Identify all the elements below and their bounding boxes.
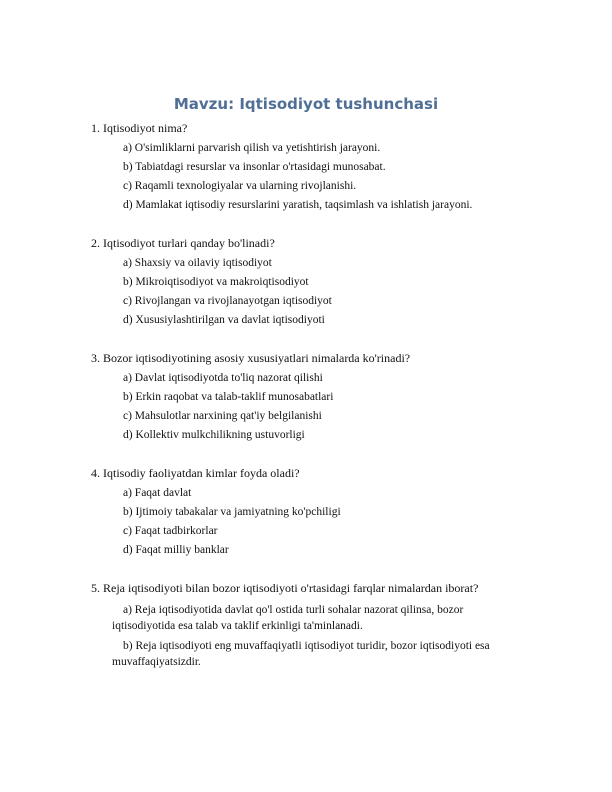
answer-option: d) Xususiylashtirilgan va davlat iqtisodiyoti xyxy=(123,314,325,326)
answer-option: a) Faqat davlat xyxy=(123,487,192,499)
answer-option: d) Kollektiv mulkchilikning ustuvorligi xyxy=(123,429,305,441)
question-5 xyxy=(91,581,531,670)
answer-list xyxy=(91,257,531,327)
question-1 xyxy=(91,121,531,212)
answer-option: c) Raqamli texnologiyalar va ularning rivojlanishi. xyxy=(123,180,357,192)
answer-option: a) Reja iqtisodiyotida davlat qo'l ostida turli sohalar nazorat qilinsa, bozor iqtisodiyotida esa talab va taklif erkinligi ta'minlanadi. xyxy=(112,604,464,632)
answer-list xyxy=(91,487,531,557)
question-3 xyxy=(91,351,531,442)
answer-option: a) O'simliklarni parvarish qilish va yetishtirish jarayoni. xyxy=(123,142,381,154)
answer-option: a) Davlat iqtisodiyotda to'liq nazorat qilishi xyxy=(123,372,323,384)
answer-option: c) Mahsulotlar narxining qat'iy belgilanishi xyxy=(123,410,322,422)
question-4 xyxy=(91,466,531,557)
answer-option: b) Tabiatdagi resurslar va insonlar o'rtasidagi munosabat. xyxy=(123,161,386,173)
answer-option: b) Mikroiqtisodiyot va makroiqtisodiyot xyxy=(123,276,309,288)
answer-option: d) Mamlakat iqtisodiy resurslarini yaratish, taqsimlash va ishlatish jarayoni. xyxy=(123,199,473,211)
question-text: 5. Reja iqtisodiyoti bilan bozor iqtisodiyoti o'rtasidagi farqlar nimalardan iborat? xyxy=(91,581,479,595)
page-title: Mavzu: Iqtisodiyot tushunchasi xyxy=(173,95,439,113)
question-text: 4. Iqtisodiy faoliyatdan kimlar foyda oladi? xyxy=(91,466,300,480)
answer-option: b) Erkin raqobat va talab-taklif munosabatlari xyxy=(123,391,334,403)
answer-list xyxy=(91,602,531,670)
answer-option: d) Faqat milliy banklar xyxy=(123,544,229,556)
answer-list xyxy=(91,372,531,442)
question-2 xyxy=(91,236,531,327)
answer-list xyxy=(91,142,531,212)
answer-option: b) Reja iqtisodiyoti eng muvaffaqiyatli iqtisodiyot turidir, bozor iqtisodiyoti esa muvaffaqiyatsizdir. xyxy=(112,640,490,668)
question-text: 3. Bozor iqtisodiyotining asosiy xususiyatlari nimalarda ko'rinadi? xyxy=(91,351,411,365)
question-list xyxy=(91,121,531,694)
question-text: 2. Iqtisodiyot turlari qanday bo'linadi? xyxy=(91,236,275,250)
answer-option: c) Rivojlangan va rivojlanayotgan iqtisodiyot xyxy=(123,295,332,307)
answer-option: c) Faqat tadbirkorlar xyxy=(123,525,218,537)
question-text: 1. Iqtisodiyot nima? xyxy=(91,121,188,135)
answer-option: a) Shaxsiy va oilaviy iqtisodiyot xyxy=(123,257,272,269)
answer-option: b) Ijtimoiy tabakalar va jamiyatning ko'pchiligi xyxy=(123,506,341,518)
